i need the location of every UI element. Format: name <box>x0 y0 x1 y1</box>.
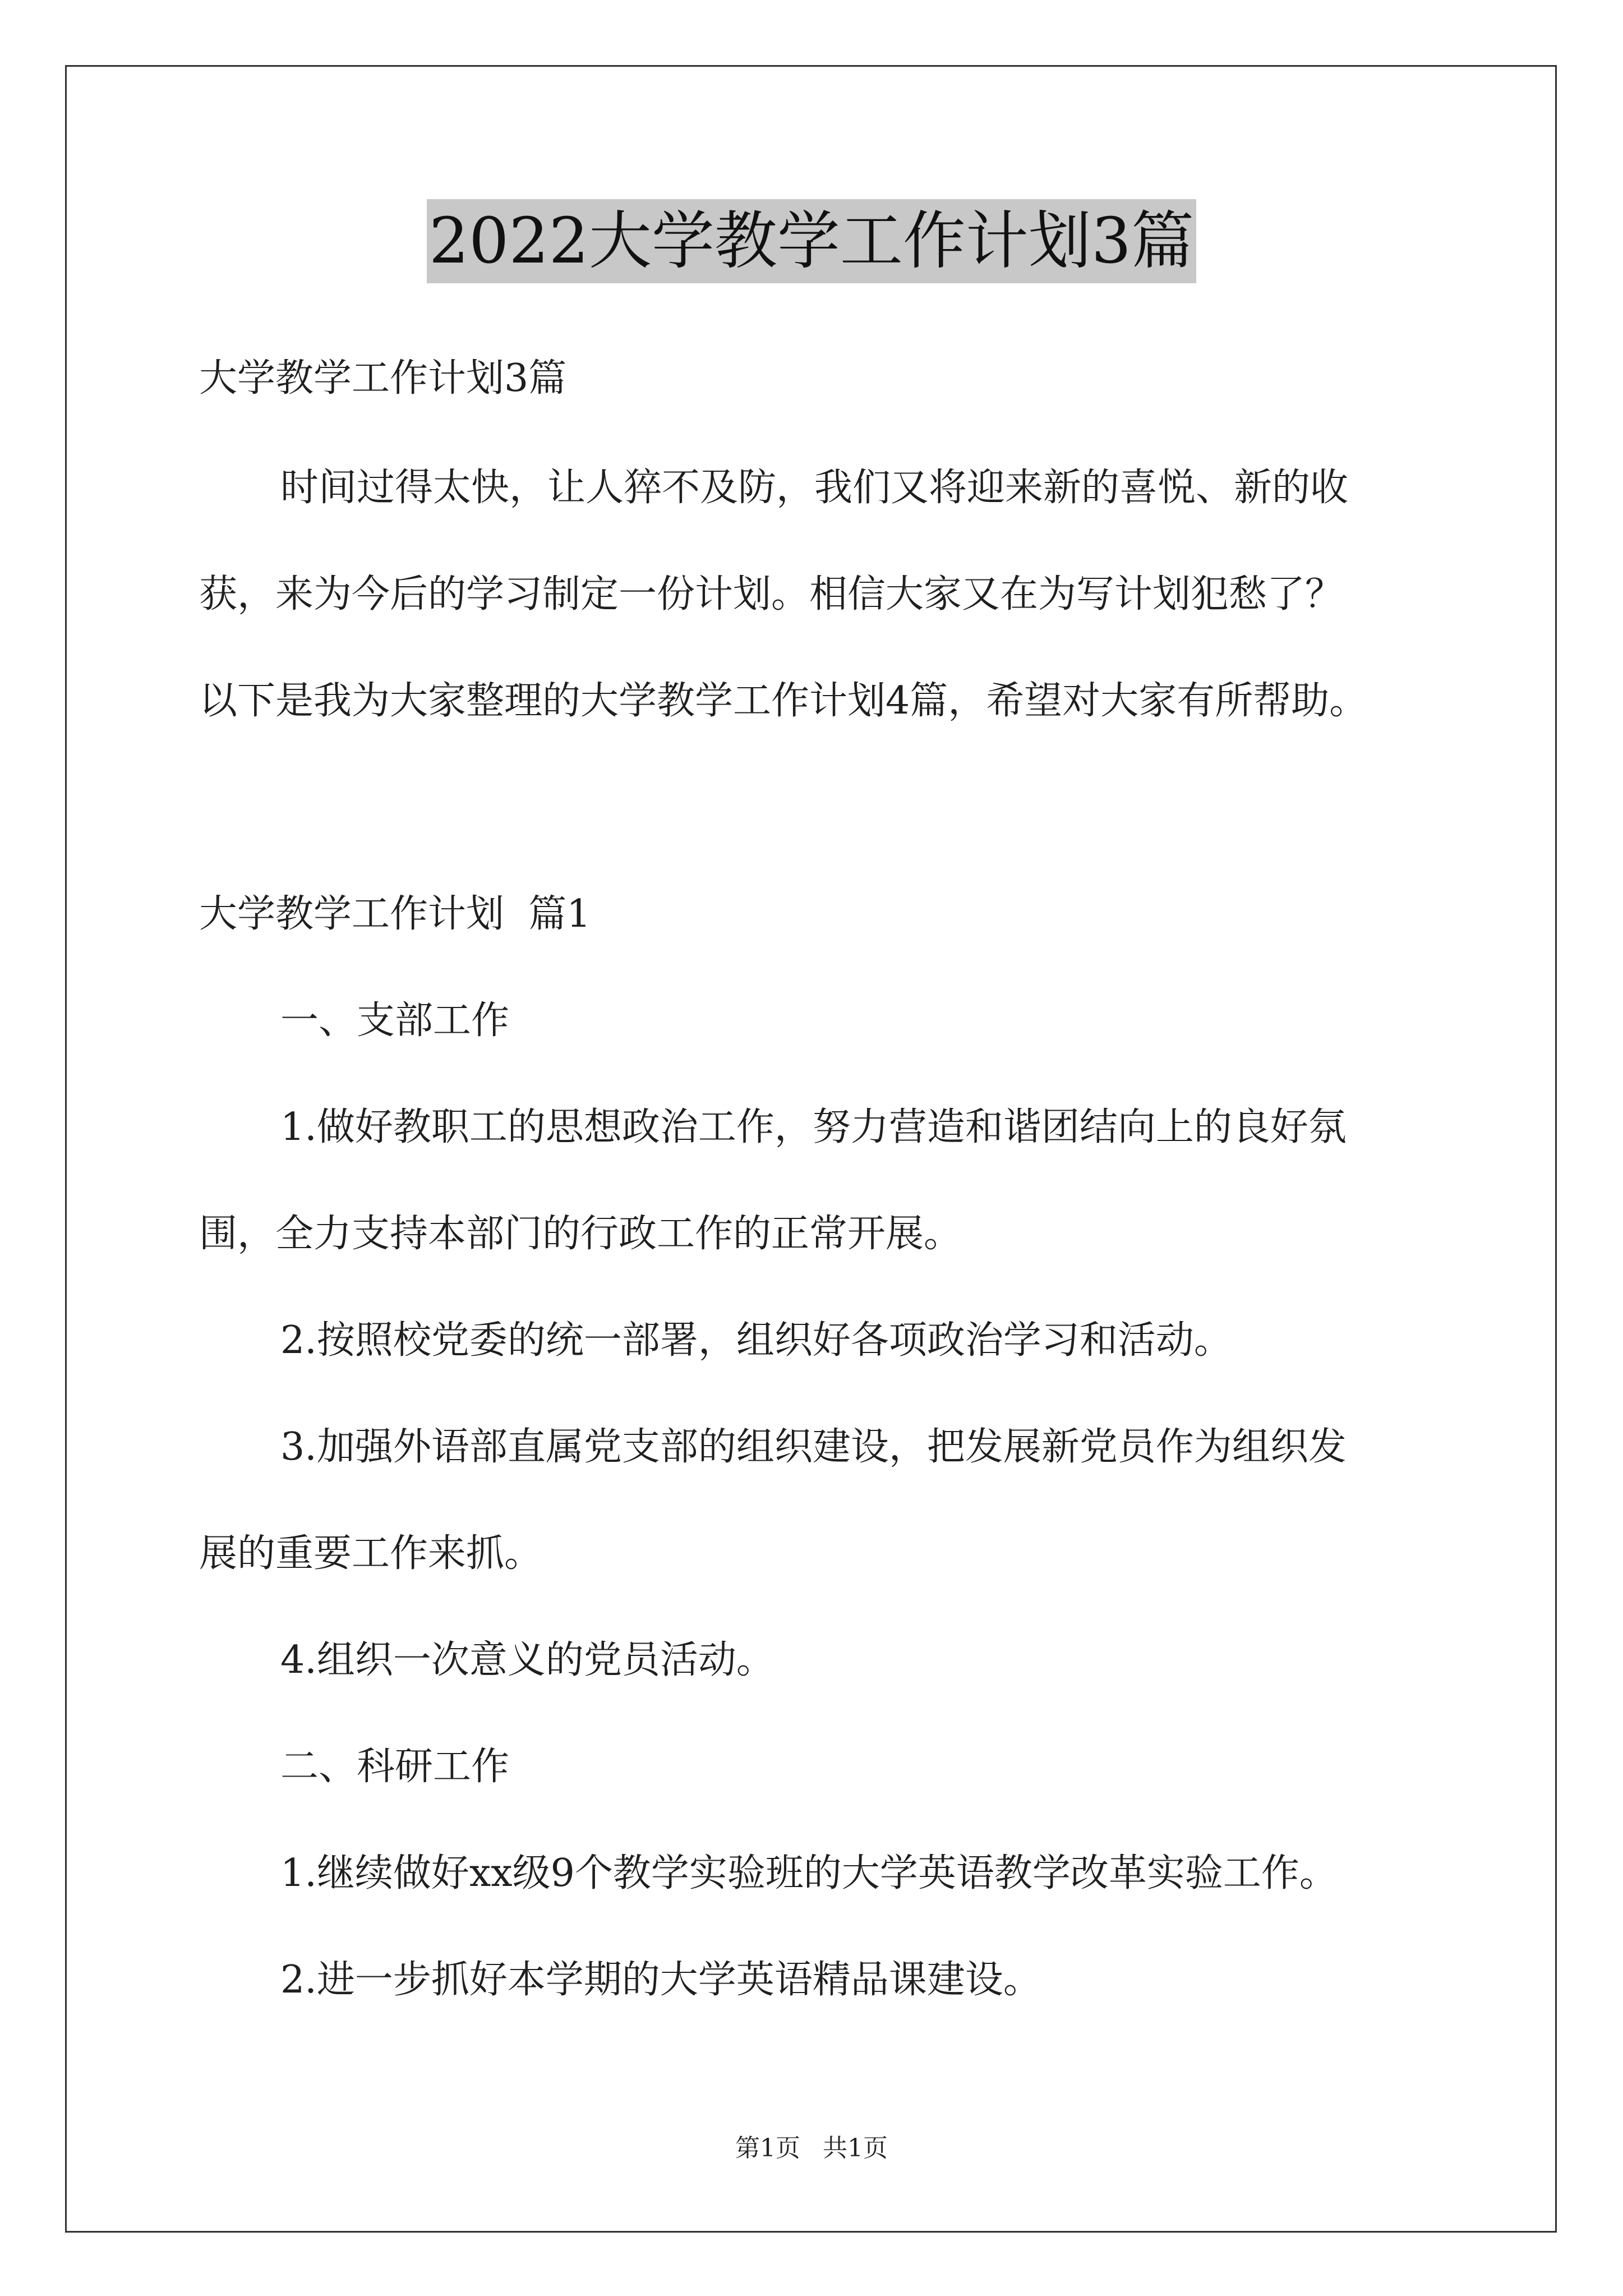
page-footer <box>0 2132 1623 2165</box>
part1-item-3-line-1: 3.加强外语部直属党支部的组织建设，把发展新党员作为组织发 <box>280 1425 1347 1469</box>
intro-line-2: 获，来为今后的学习制定一份计划。相信大家又在为写计划犯愁了？ <box>199 572 1344 616</box>
part2-item-1: 1.继续做好xx级9个教学实验班的大学英语教学改革实验工作。 <box>280 1851 1338 1895</box>
part1-item-1-line-1: 1.做好教职工的思想政治工作，努力营造和谐团结向上的良好氛 <box>280 1105 1347 1149</box>
subtitle: 大学教学工作计划3篇 <box>199 356 567 401</box>
document-title: 2022大学教学工作计划3篇 <box>427 199 1196 283</box>
part2-heading: 二、科研工作 <box>280 1745 510 1789</box>
title-container <box>0 199 1623 283</box>
part1-item-1-line-2: 围，全力支持本部门的行政工作的正常开展。 <box>199 1212 962 1256</box>
part1-heading: 一、支部工作 <box>280 999 510 1043</box>
part1-item-4: 4.组织一次意义的党员活动。 <box>280 1638 774 1682</box>
intro-line-1: 时间过得太快，让人猝不及防，我们又将迎来新的喜悦、新的收 <box>280 466 1349 510</box>
page-number-current: 第1页 <box>735 2134 800 2162</box>
section-heading: 大学教学工作计划 篇1 <box>199 892 591 936</box>
part1-item-2: 2.按照校党委的统一部署，组织好各项政治学习和活动。 <box>280 1318 1232 1363</box>
intro-line-3: 以下是我为大家整理的大学教学工作计划4篇，希望对大家有所帮助。 <box>199 679 1368 723</box>
page-number-total: 共1页 <box>823 2134 888 2162</box>
part2-item-2: 2.进一步抓好本学期的大学英语精品课建设。 <box>280 1958 1041 2002</box>
part1-item-3-line-2: 展的重要工作来抓。 <box>199 1531 543 1576</box>
